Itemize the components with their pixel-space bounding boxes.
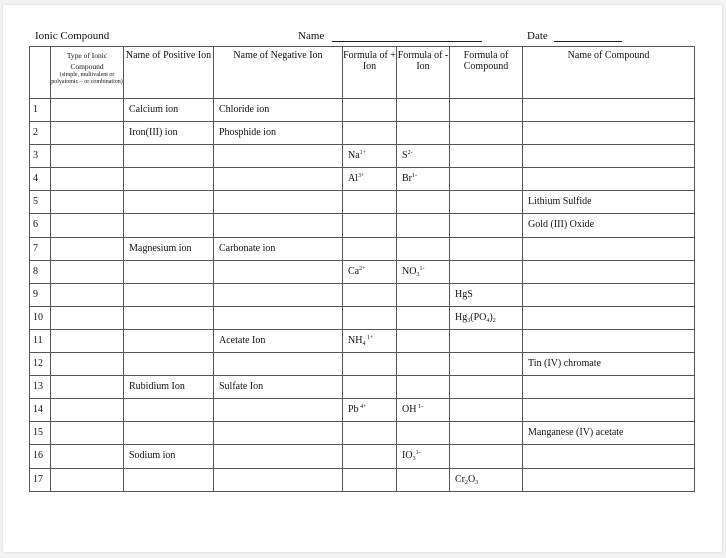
cell-compound-type[interactable] [51, 237, 124, 260]
formula-part: 4 [362, 340, 366, 347]
cell-negative-ion-name[interactable] [214, 422, 343, 445]
row-number: 17 [30, 468, 51, 491]
cell-positive-ion-name[interactable] [124, 214, 214, 237]
cell-compound-type[interactable] [51, 191, 124, 214]
formula-part: NH [348, 334, 363, 346]
cell-negative-ion-name: Phosphide ion [214, 122, 343, 145]
cell-negative-ion-formula [397, 399, 450, 422]
cell-compound-name[interactable] [523, 306, 695, 329]
cell-positive-ion-name[interactable] [124, 329, 214, 352]
table-row [30, 329, 695, 352]
formula-part: 1+ [359, 150, 367, 157]
cell-positive-ion-name[interactable] [124, 191, 214, 214]
formula-part: Ca [348, 265, 360, 277]
cell-positive-ion-formula [343, 399, 397, 422]
cell-negative-ion-formula[interactable] [397, 376, 450, 399]
column-header-type-label: Type of Ionic Compound [66, 51, 108, 71]
cell-negative-ion-formula[interactable] [397, 122, 450, 145]
formula-part: 1- [415, 450, 421, 457]
formula-part: IO [402, 450, 413, 462]
cell-compound-type[interactable] [51, 145, 124, 168]
cell-compound-name[interactable] [523, 99, 695, 122]
cell-positive-ion-formula[interactable] [343, 122, 397, 145]
cell-compound-name[interactable] [523, 145, 695, 168]
cell-compound-type[interactable] [51, 399, 124, 422]
row-number: 11 [30, 329, 51, 352]
row-number: 2 [30, 122, 51, 145]
cell-compound-formula[interactable] [450, 168, 523, 191]
cell-positive-ion-formula[interactable] [343, 283, 397, 306]
cell-compound-type[interactable] [51, 168, 124, 191]
cell-negative-ion-formula[interactable] [397, 214, 450, 237]
cell-negative-ion-formula[interactable] [397, 99, 450, 122]
formula-part: 2 [465, 479, 468, 486]
cell-negative-ion-formula[interactable] [397, 353, 450, 376]
cell-compound-type[interactable] [51, 445, 124, 468]
formula-part: Hg [455, 311, 468, 323]
cell-negative-ion-name[interactable] [214, 399, 343, 422]
column-header-number [30, 47, 51, 99]
cell-positive-ion-name[interactable] [124, 306, 214, 329]
worksheet-title: Ionic Compound [35, 30, 110, 42]
cell-compound-type[interactable] [51, 306, 124, 329]
formula-part: 3 [475, 479, 479, 486]
cell-compound-type[interactable] [51, 422, 124, 445]
table-row [30, 99, 695, 122]
cell-compound-formula[interactable] [450, 99, 523, 122]
cell-compound-formula [450, 283, 523, 306]
cell-positive-ion-name[interactable] [124, 468, 214, 491]
cell-positive-ion-formula[interactable] [343, 445, 397, 468]
cell-compound-formula [450, 468, 523, 491]
cell-compound-type[interactable] [51, 283, 124, 306]
formula-part: 3 [467, 317, 471, 324]
row-number: 1 [30, 99, 51, 122]
cell-positive-ion-name: Iron(III) ion [124, 122, 214, 145]
cell-positive-ion-formula[interactable] [343, 422, 397, 445]
cell-positive-ion-name: Sodium ion [124, 445, 214, 468]
cell-positive-ion-formula[interactable] [343, 376, 397, 399]
row-number: 10 [30, 306, 51, 329]
cell-positive-ion-formula[interactable] [343, 353, 397, 376]
table-row [30, 353, 695, 376]
cell-negative-ion-formula[interactable] [397, 306, 450, 329]
cell-negative-ion-name[interactable] [214, 306, 343, 329]
cell-compound-type[interactable] [51, 329, 124, 352]
cell-negative-ion-name[interactable] [214, 168, 343, 191]
table-row [30, 260, 695, 283]
formula-part: 3 [416, 271, 420, 278]
date-label: Date [527, 30, 548, 42]
column-header-negative-ion-name: Name of Negative Ion [214, 47, 343, 99]
cell-negative-ion-formula[interactable] [397, 191, 450, 214]
formula-part: (PO [470, 311, 487, 323]
cell-compound-name: Manganese (IV) acetate [523, 422, 695, 445]
cell-compound-name[interactable] [523, 445, 695, 468]
column-header-positive-ion-formula: Formula of + Ion [343, 47, 397, 99]
column-header-type [51, 47, 124, 99]
cell-negative-ion-name[interactable] [214, 260, 343, 283]
cell-negative-ion-name[interactable] [214, 283, 343, 306]
cell-compound-name: Tin (IV) chromate [523, 353, 695, 376]
cell-compound-name[interactable] [523, 329, 695, 352]
formula-part: HgS [455, 288, 473, 300]
formula-part: NO [402, 265, 417, 277]
cell-positive-ion-name[interactable] [124, 422, 214, 445]
formula-part: 3+ [358, 173, 365, 180]
cell-compound-name: Gold (III) Oxide [523, 214, 695, 237]
formula-part: 1- [412, 173, 417, 180]
row-number: 8 [30, 260, 51, 283]
cell-positive-ion-name[interactable] [124, 353, 214, 376]
cell-negative-ion-name: Sulfate Ion [214, 376, 343, 399]
row-number: 6 [30, 214, 51, 237]
row-number: 3 [30, 145, 51, 168]
ionic-compound-table [29, 46, 695, 492]
cell-compound-formula[interactable] [450, 145, 523, 168]
cell-positive-ion-name[interactable] [124, 399, 214, 422]
cell-compound-formula[interactable] [450, 353, 523, 376]
table-row [30, 445, 695, 468]
table-row [30, 145, 695, 168]
name-blank-line[interactable] [332, 41, 482, 42]
cell-compound-formula[interactable] [450, 214, 523, 237]
cell-compound-formula[interactable] [450, 422, 523, 445]
cell-compound-name[interactable] [523, 399, 695, 422]
column-header-compound-name: Name of Compound [523, 47, 695, 99]
cell-positive-ion-formula[interactable] [343, 237, 397, 260]
cell-positive-ion-name: Magnesium ion [124, 237, 214, 260]
formula-part: Pb [348, 404, 359, 416]
row-number: 14 [30, 399, 51, 422]
cell-positive-ion-formula[interactable] [343, 99, 397, 122]
formula-part: Cr [455, 473, 465, 485]
cell-compound-name[interactable] [523, 237, 695, 260]
cell-compound-formula[interactable] [450, 260, 523, 283]
formula-part: 4+ [358, 404, 367, 411]
row-number: 4 [30, 168, 51, 191]
name-label: Name [298, 30, 325, 42]
cell-compound-type[interactable] [51, 260, 124, 283]
cell-negative-ion-formula [397, 445, 450, 468]
cell-negative-ion-formula [397, 145, 450, 168]
cell-compound-type[interactable] [51, 468, 124, 491]
cell-positive-ion-formula[interactable] [343, 214, 397, 237]
cell-compound-type[interactable] [51, 122, 124, 145]
cell-compound-formula[interactable] [450, 237, 523, 260]
cell-compound-name[interactable] [523, 376, 695, 399]
row-number: 12 [30, 353, 51, 376]
column-header-negative-ion-formula: Formula of - Ion [397, 47, 450, 99]
formula-part: 1- [416, 404, 423, 411]
column-header-compound-formula: Formula of Compound [450, 47, 523, 99]
column-header-type-note: (simple, multivalent or polyatomic – or combination) [51, 72, 123, 85]
table-row [30, 237, 695, 260]
cell-positive-ion-formula[interactable] [343, 191, 397, 214]
cell-negative-ion-formula[interactable] [397, 237, 450, 260]
cell-negative-ion-formula[interactable] [397, 468, 450, 491]
table-row [30, 468, 695, 491]
table-row [30, 122, 695, 145]
cell-negative-ion-name: Acetate Ion [214, 329, 343, 352]
row-number: 7 [30, 237, 51, 260]
table-row [30, 422, 695, 445]
formula-part: 1+ [365, 334, 374, 341]
cell-positive-ion-name[interactable] [124, 168, 214, 191]
cell-positive-ion-formula[interactable] [343, 306, 397, 329]
formula-part: 2- [407, 150, 413, 157]
cell-positive-ion-formula[interactable] [343, 468, 397, 491]
cell-negative-ion-name[interactable] [214, 191, 343, 214]
table-header-row [30, 47, 695, 99]
cell-compound-formula[interactable] [450, 122, 523, 145]
cell-negative-ion-name[interactable] [214, 468, 343, 491]
formula-part: 1- [419, 265, 425, 272]
cell-positive-ion-name: Calcium ion [124, 99, 214, 122]
table-row [30, 168, 695, 191]
formula-part: 4 [486, 317, 490, 324]
cell-compound-formula[interactable] [450, 329, 523, 352]
cell-compound-type[interactable] [51, 214, 124, 237]
formula-part: 3 [412, 456, 416, 463]
cell-negative-ion-name: Carbonate ion [214, 237, 343, 260]
table-row [30, 306, 695, 329]
cell-positive-ion-name[interactable] [124, 145, 214, 168]
table-row [30, 376, 695, 399]
cell-negative-ion-formula[interactable] [397, 422, 450, 445]
row-number: 5 [30, 191, 51, 214]
cell-compound-type[interactable] [51, 376, 124, 399]
cell-compound-type[interactable] [51, 353, 124, 376]
cell-positive-ion-formula [343, 329, 397, 352]
cell-compound-name[interactable] [523, 168, 695, 191]
cell-compound-formula[interactable] [450, 445, 523, 468]
formula-part: ) [489, 311, 493, 323]
cell-negative-ion-formula[interactable] [397, 283, 450, 306]
cell-positive-ion-name[interactable] [124, 260, 214, 283]
cell-negative-ion-formula [397, 168, 450, 191]
cell-negative-ion-formula [397, 260, 450, 283]
cell-compound-type[interactable] [51, 99, 124, 122]
table-row [30, 283, 695, 306]
formula-part: 2 [492, 317, 496, 324]
formula-part: Br [402, 173, 412, 185]
cell-negative-ion-name: Chloride ion [214, 99, 343, 122]
row-number: 9 [30, 283, 51, 306]
cell-compound-name: Lithium Sulfide [523, 191, 695, 214]
cell-positive-ion-name[interactable] [124, 283, 214, 306]
table-row [30, 191, 695, 214]
formula-part: Al [348, 173, 358, 185]
cell-negative-ion-name[interactable] [214, 214, 343, 237]
formula-part: S [402, 150, 408, 162]
row-number: 16 [30, 445, 51, 468]
formula-part: OH [402, 404, 417, 416]
table-row [30, 214, 695, 237]
cell-compound-formula[interactable] [450, 191, 523, 214]
cell-positive-ion-formula [343, 145, 397, 168]
cell-positive-ion-formula [343, 260, 397, 283]
cell-positive-ion-formula [343, 168, 397, 191]
cell-compound-formula[interactable] [450, 376, 523, 399]
cell-negative-ion-name[interactable] [214, 145, 343, 168]
cell-compound-name[interactable] [523, 260, 695, 283]
cell-compound-name[interactable] [523, 468, 695, 491]
date-blank-line[interactable] [554, 41, 622, 42]
cell-compound-formula [450, 306, 523, 329]
cell-positive-ion-name: Rubidium Ion [124, 376, 214, 399]
cell-negative-ion-formula[interactable] [397, 329, 450, 352]
cell-compound-name[interactable] [523, 283, 695, 306]
column-header-positive-ion-name: Name of Positive Ion [124, 47, 214, 99]
cell-compound-name[interactable] [523, 122, 695, 145]
worksheet-header [3, 30, 722, 44]
cell-negative-ion-name[interactable] [214, 445, 343, 468]
row-number: 15 [30, 422, 51, 445]
table-row [30, 399, 695, 422]
formula-part: 2+ [359, 265, 366, 272]
formula-part: O [468, 473, 476, 485]
formula-part: Na [348, 150, 360, 162]
cell-negative-ion-name[interactable] [214, 353, 343, 376]
row-number: 13 [30, 376, 51, 399]
cell-compound-formula[interactable] [450, 399, 523, 422]
